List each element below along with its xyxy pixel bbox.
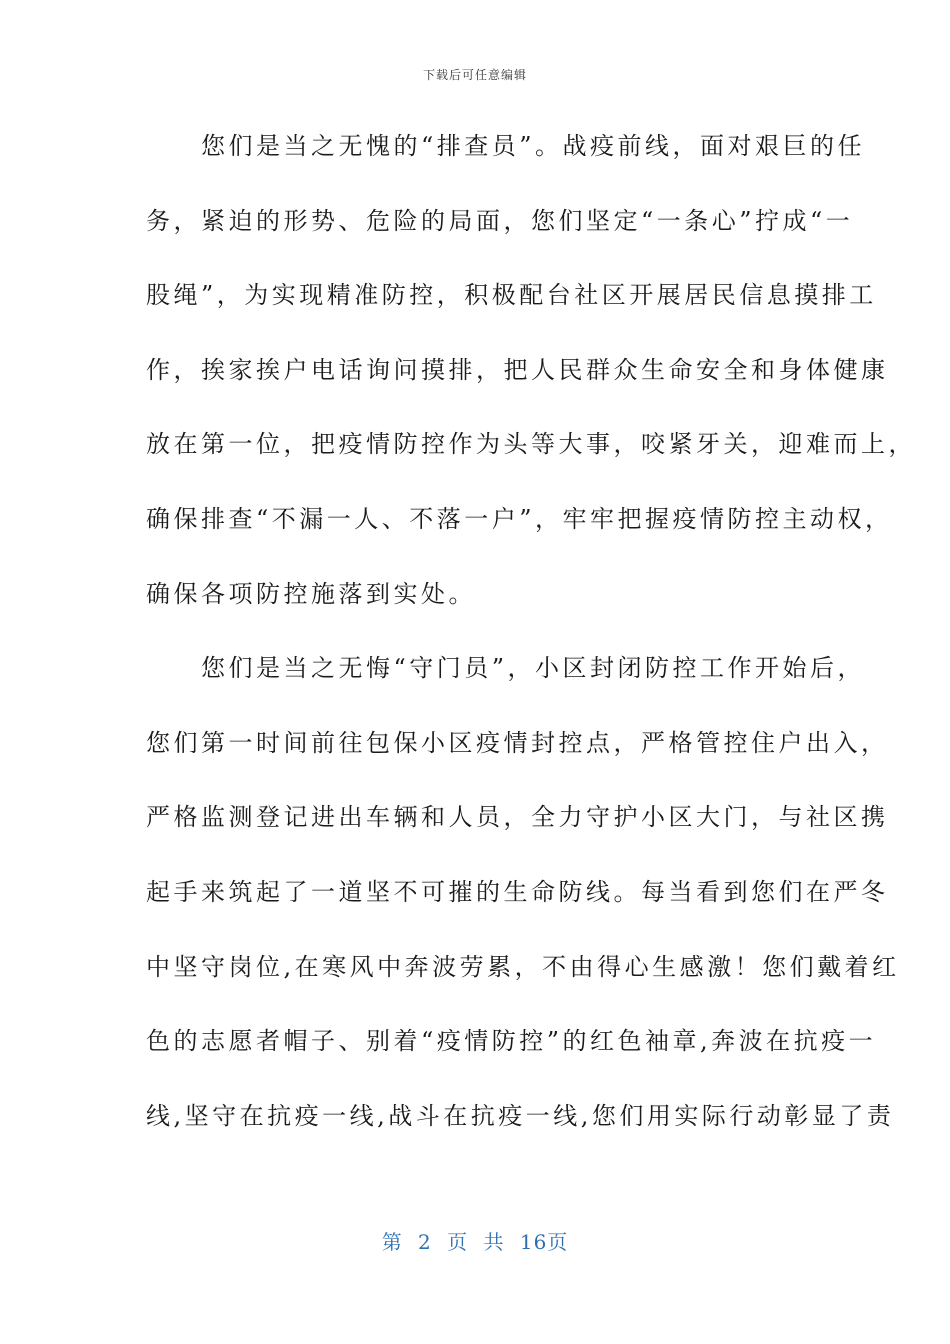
text-line: 确保各项防控施落到实处。 xyxy=(146,579,476,608)
footer-total-pages: 16页 xyxy=(519,1230,569,1254)
text-line: 起手来筑起了一道坚不可摧的生命防线。每当看到您们在严冬 xyxy=(146,877,889,906)
text-line: 色的志愿者帽子、别着“疫情防控”的红色袖章,奔波在抗疫一 xyxy=(146,1027,877,1056)
text-line: 务，紧迫的形势、危险的局面，您们坚定“一条心”拧成“一 xyxy=(146,206,854,235)
text-line: 线,坚守在抗疫一线,战斗在抗疫一线,您们用实际行动彰显了责 xyxy=(146,1101,895,1130)
text-line: 中坚守岗位,在寒风中奔波劳累，不由得心生感激！您们戴着红 xyxy=(146,952,900,981)
footer-prefix: 第 xyxy=(381,1230,403,1254)
header-note: 下载后可任意编辑 xyxy=(422,68,527,82)
text-line: 确保排查“不漏一人、不落一户”，牢牢把握疫情防控主动权， xyxy=(146,504,893,533)
text-line: 放在第一位，把疫情防控作为头等大事，咬紧牙关，迎难而上， xyxy=(146,430,916,459)
page-footer xyxy=(0,1226,950,1255)
text-line: 股绳”，为实现精准防控，积极配台社区开展居民信息摸排工 xyxy=(146,281,877,310)
footer-page-word: 页 xyxy=(447,1230,469,1254)
footer-current-page: 2 xyxy=(418,1230,432,1254)
text-line: 您们是当之无愧的“排查员”。战疫前线，面对艰巨的任 xyxy=(146,132,866,160)
text-line: 您们第一时间前往包保小区疫情封控点，严格管控住户出入， xyxy=(146,728,889,757)
body-text xyxy=(146,126,916,1170)
text-line: 作，挨家挨户电话询问摸排，把人民群众生命安全和身体健康 xyxy=(146,355,889,384)
text-line: 严格监测登记进出车辆和人员，全力守护小区大门，与社区携 xyxy=(146,803,889,832)
footer-total-prefix: 共 xyxy=(483,1230,505,1254)
text-line: 您们是当之无悔“守门员”，小区封闭防控工作开始后， xyxy=(146,654,866,683)
